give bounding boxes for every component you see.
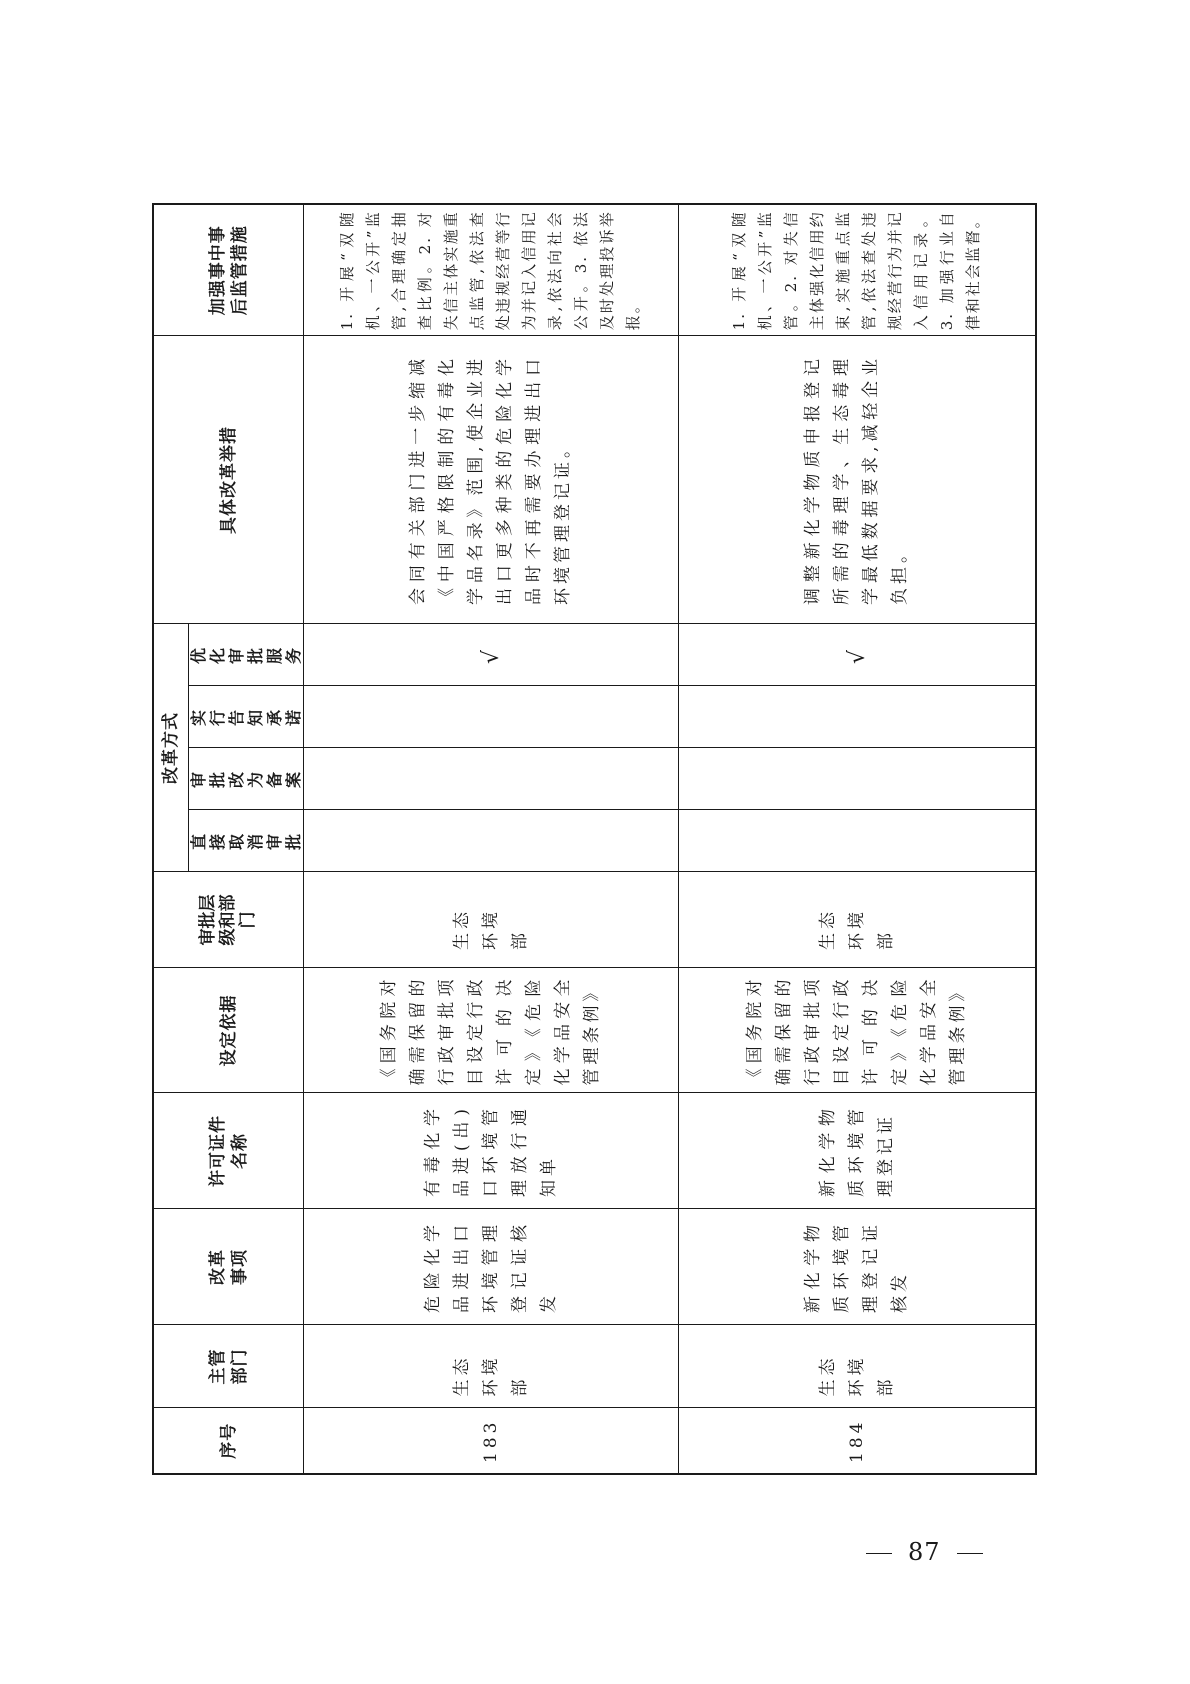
header-m2: 审批改为备案	[189, 748, 304, 810]
cell-m3	[679, 686, 1036, 748]
cell-measures: 会同有关部门进一步缩减《中国严格限制的有毒化学品名录》范围,使企业进出口更多种类的危险化学品时不再需要办理进出口环境管理登记证。	[304, 336, 679, 624]
cell-item: 危险化学品进出口环境管理登记证核发	[304, 1209, 679, 1325]
cell-license: 新化学物质环境管理登记证	[679, 1093, 1036, 1209]
header-dept: 主管部门	[153, 1325, 304, 1408]
header-license: 许可证件名称	[153, 1093, 304, 1209]
cell-m3	[304, 686, 679, 748]
table-row	[304, 204, 679, 1474]
page-number: 87	[850, 1538, 999, 1566]
cell-seq: 184	[679, 1408, 1036, 1474]
cell-m2	[304, 748, 679, 810]
cell-measures: 调整新化学物质申报登记所需的毒理学、生态毒理学最低数据要求,减轻企业负担。	[679, 336, 1036, 624]
cell-basis: 《国务院对确需保留的行政审批项目设定行政许可的决定》《危险化学品安全管理条例》	[679, 968, 1036, 1093]
cell-m4-check: √	[679, 624, 1036, 686]
header-supervision: 加强事中事后监管措施	[153, 204, 304, 336]
reform-table	[152, 203, 1037, 1475]
header-m1: 直接取消审批	[189, 810, 304, 872]
cell-item: 新化学物质环境管理登记证核发	[679, 1209, 1036, 1325]
cell-license: 有毒化学品进(出)口环境管理放行通知单	[304, 1093, 679, 1209]
dash-left	[866, 1553, 892, 1554]
cell-supervision: 1. 开展“双随机、一公开”监管,合理确定抽查比例。2. 对失信主体实施重点监管,依法查处违规经营等行为并记入信用记录,依法向社会公开。3. 依法及时处理投诉举报。	[304, 204, 679, 336]
header-reform-group: 改革方式	[153, 624, 189, 872]
cell-dept: 生态环境部	[304, 1325, 679, 1408]
header-basis: 设定依据	[153, 968, 304, 1093]
cell-seq: 183	[304, 1408, 679, 1474]
cell-m1	[679, 810, 1036, 872]
header-item: 改革事项	[153, 1209, 304, 1325]
cell-level: 生态环境部	[679, 872, 1036, 968]
cell-supervision: 1. 开展“双随机、一公开”监管。2. 对失信主体强化信用约束,实施重点监管,依法查处违规经营行为并记入信用记录。3. 加强行业自律和社会监督。	[679, 204, 1036, 336]
header-level: 审批层级和部门	[153, 872, 304, 968]
cell-m4-check: √	[304, 624, 679, 686]
policy-table-rotated	[152, 205, 1037, 1475]
header-m3: 实行告知承诺	[189, 686, 304, 748]
dash-right	[957, 1553, 983, 1554]
header-seq: 序号	[153, 1408, 304, 1474]
cell-m1	[304, 810, 679, 872]
table-row	[679, 204, 1036, 1474]
cell-basis: 《国务院对确需保留的行政审批项目设定行政许可的决定》《危险化学品安全管理条例》	[304, 968, 679, 1093]
header-measures: 具体改革举措	[153, 336, 304, 624]
header-m4: 优化审批服务	[189, 624, 304, 686]
cell-m2	[679, 748, 1036, 810]
cell-level: 生态环境部	[304, 872, 679, 968]
cell-dept: 生态环境部	[679, 1325, 1036, 1408]
